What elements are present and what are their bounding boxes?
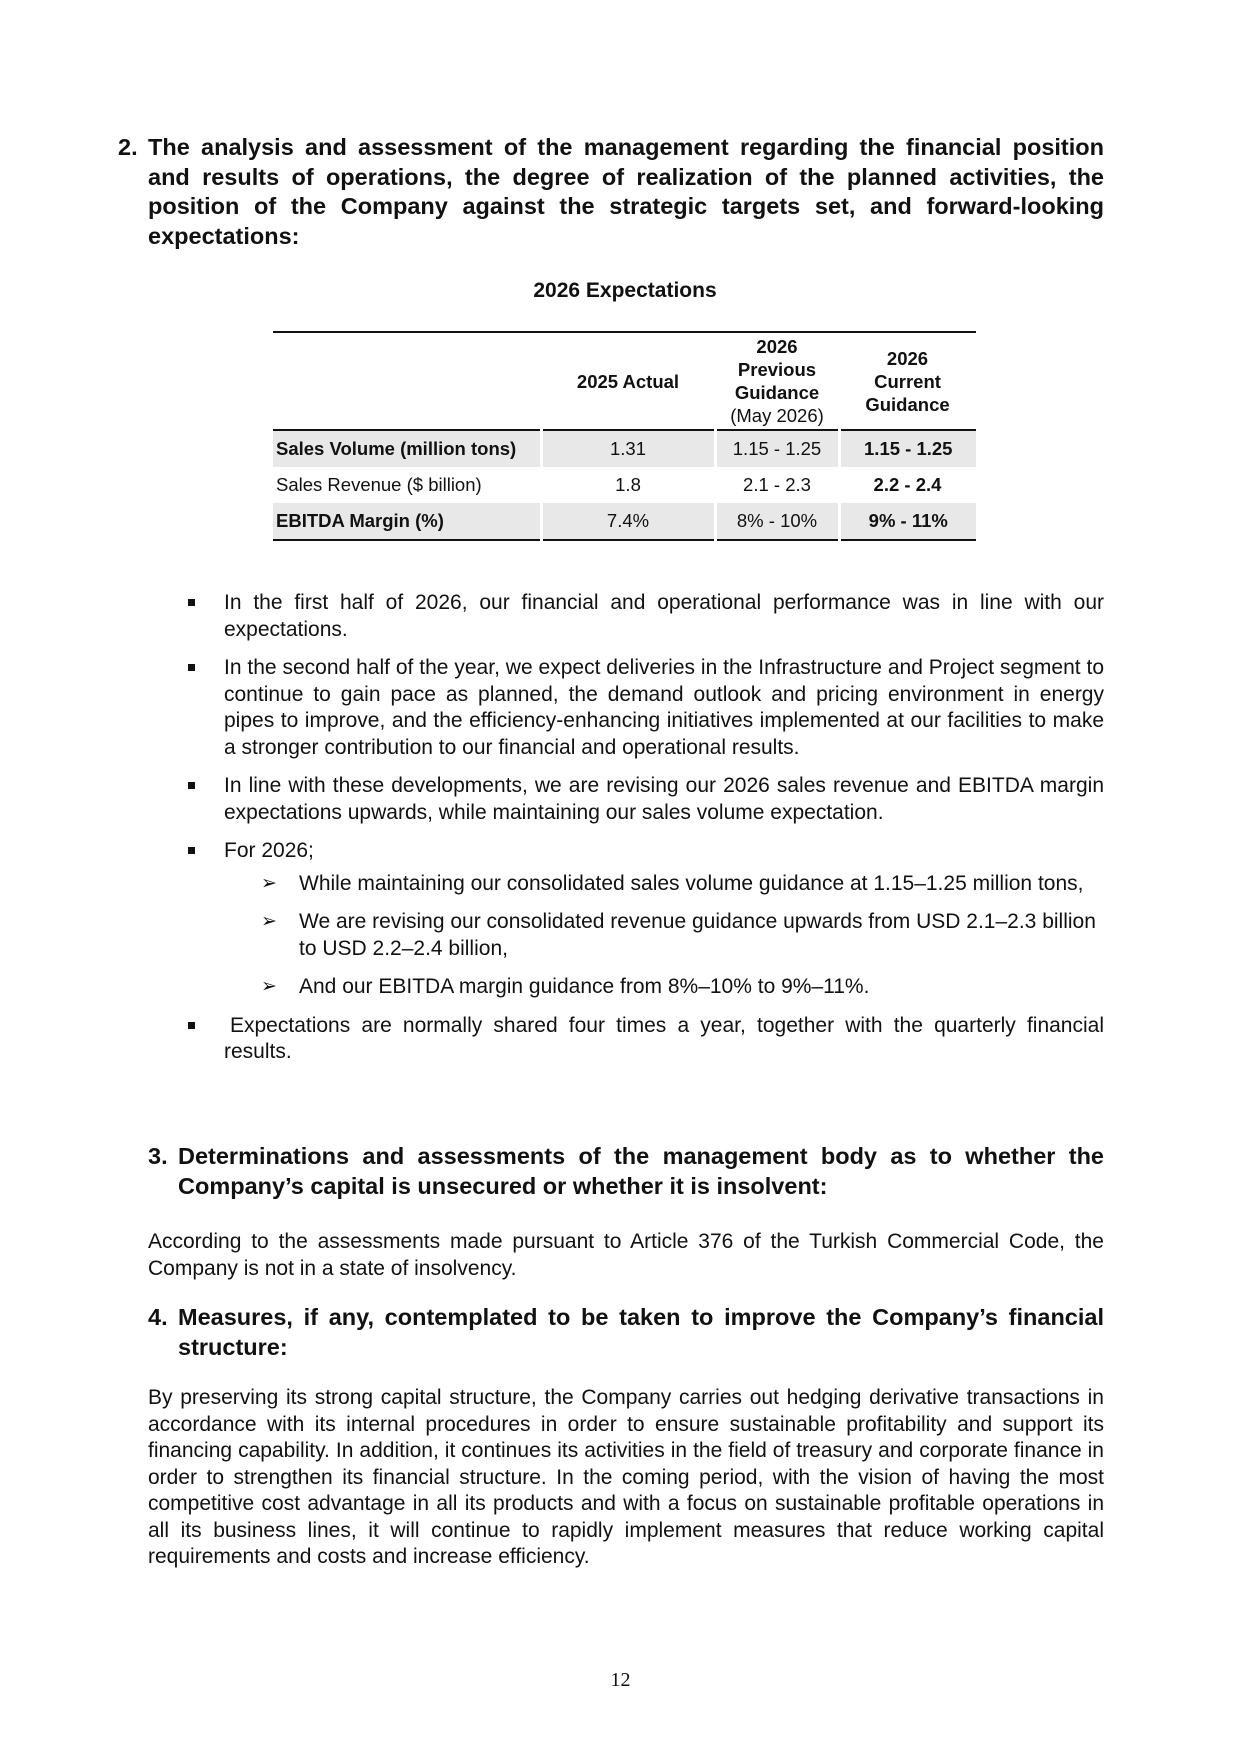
arrow-bullet-icon: ➢ — [261, 976, 277, 997]
header-previous-guidance-label: 2026 Previous Guidance — [734, 336, 820, 403]
header-previous-guidance — [715, 332, 839, 430]
page-number: 12 — [610, 1669, 631, 1691]
header-2025-actual: 2025 Actual — [541, 332, 715, 430]
cell-actual: 1.8 — [615, 474, 641, 495]
cell-previous: 2.1 - 2.3 — [743, 474, 811, 495]
header-current-guidance-label: 2026 Current Guidance — [865, 347, 950, 415]
expectations-table — [273, 331, 976, 541]
section-3-number: 3. — [148, 1143, 168, 1169]
square-bullet-icon — [188, 599, 195, 606]
table-header-row — [273, 332, 976, 430]
arrow-bullet-icon: ➢ — [261, 872, 277, 894]
cell-current: 9% - 11% — [839, 503, 976, 540]
sub-bullet-text: And our EBITDA margin guidance from 8%–10% to 9%–11%. — [299, 975, 870, 998]
section-4-body: By preserving its strong capital structure, the Company carries out hedging derivative transactions in accordance with its internal procedures in order to ensure sustainable profitability and support its financing capability. In addition, it continues its activities in the field of treasury and corporate finance in order to strengthen its financial structure. In the coming period, with the vision of having the most competitive cost advantage in all its products and with a focus on sustainable profitable operations in all its business lines, it will continue to rapidly implement measures that reduce working capital requirements and costs and increase efficiency. — [148, 1386, 1104, 1568]
header-previous-guidance-date: (May 2026) — [730, 405, 824, 426]
row-label: Sales Volume (million tons) — [273, 430, 541, 467]
expectations-bullet-list — [186, 590, 1104, 1078]
bullet-text: In the second half of the year, we expect deliveries in the Infrastructure and Project segment to continue to gain pace as planned, the demand outlook and pricing environment in energy pipes to improve, and the efficiency-enhancing initiatives implemented at our facilities to make a stronger contribution to our financial and operational results. — [224, 656, 1104, 759]
row-label: EBITDA Margin (%) — [273, 503, 541, 540]
square-bullet-icon — [188, 664, 195, 671]
bullet-text: In line with these developments, we are revising our 2026 sales revenue and EBITDA margin expectations upwards, while maintaining our sales volume expectation. — [224, 774, 1104, 824]
list-item — [186, 655, 1104, 761]
cell-previous: 8% - 10% — [715, 503, 839, 540]
section-4-title: Measures, if any, contemplated to be taken to improve the Company’s financial structure: — [178, 1304, 1104, 1360]
sub-list-item — [261, 909, 1104, 962]
list-item — [186, 838, 1104, 865]
cell-current: 2.2 - 2.4 — [873, 474, 942, 495]
table-row — [273, 467, 976, 503]
bullet-text: In the first half of 2026, our financial and operational performance was in line with our expectations. — [224, 591, 1104, 641]
table-title: 2026 Expectations — [533, 279, 717, 302]
sub-list-item — [261, 871, 1104, 898]
sub-list-item — [261, 974, 1104, 1001]
cell-current: 1.15 - 1.25 — [839, 430, 976, 467]
section-3-body: According to the assessments made pursuant to Article 376 of the Turkish Commercial Code, the Company is not in a state of insolvency. — [148, 1230, 1104, 1280]
table-row — [273, 430, 976, 467]
bullet-text: Expectations are normally shared four times a year, together with the quarterly financial results. — [224, 1013, 1104, 1063]
row-label: Sales Revenue ($ billion) — [276, 474, 482, 495]
cell-actual: 1.31 — [541, 430, 715, 467]
section-4-number: 4. — [148, 1304, 168, 1330]
square-bullet-icon — [188, 1022, 195, 1029]
bullet-text: For 2026; — [224, 839, 314, 862]
table-row — [273, 503, 976, 540]
section-3-title: Determinations and assessments of the management body as to whether the Company’s capital is unsecured or whether it is insolvent: — [178, 1143, 1104, 1199]
section-2-title: The analysis and assessment of the management regarding the financial position and results of operations, the degree of realization of the planned activities, the position of the Company against the strategic targets set, and forward-looking expectations: — [148, 134, 1104, 249]
square-bullet-icon — [188, 847, 195, 854]
sub-bullet-text: While maintaining our consolidated sales volume guidance at 1.15–1.25 million tons, — [299, 871, 1084, 895]
cell-actual: 7.4% — [541, 503, 715, 540]
header-current-guidance — [839, 332, 976, 430]
section-2-number: 2. — [118, 134, 138, 160]
arrow-bullet-icon: ➢ — [261, 911, 277, 932]
list-item — [186, 773, 1104, 826]
list-item — [186, 590, 1104, 643]
header-empty — [273, 332, 541, 430]
square-bullet-icon — [188, 782, 195, 789]
cell-previous: 1.15 - 1.25 — [715, 430, 839, 467]
sub-bullet-text: We are revising our consolidated revenue guidance upwards from USD 2.1–2.3 billion to USD 2.2–2.4 billion, — [299, 910, 1096, 960]
list-item — [186, 1013, 1104, 1066]
